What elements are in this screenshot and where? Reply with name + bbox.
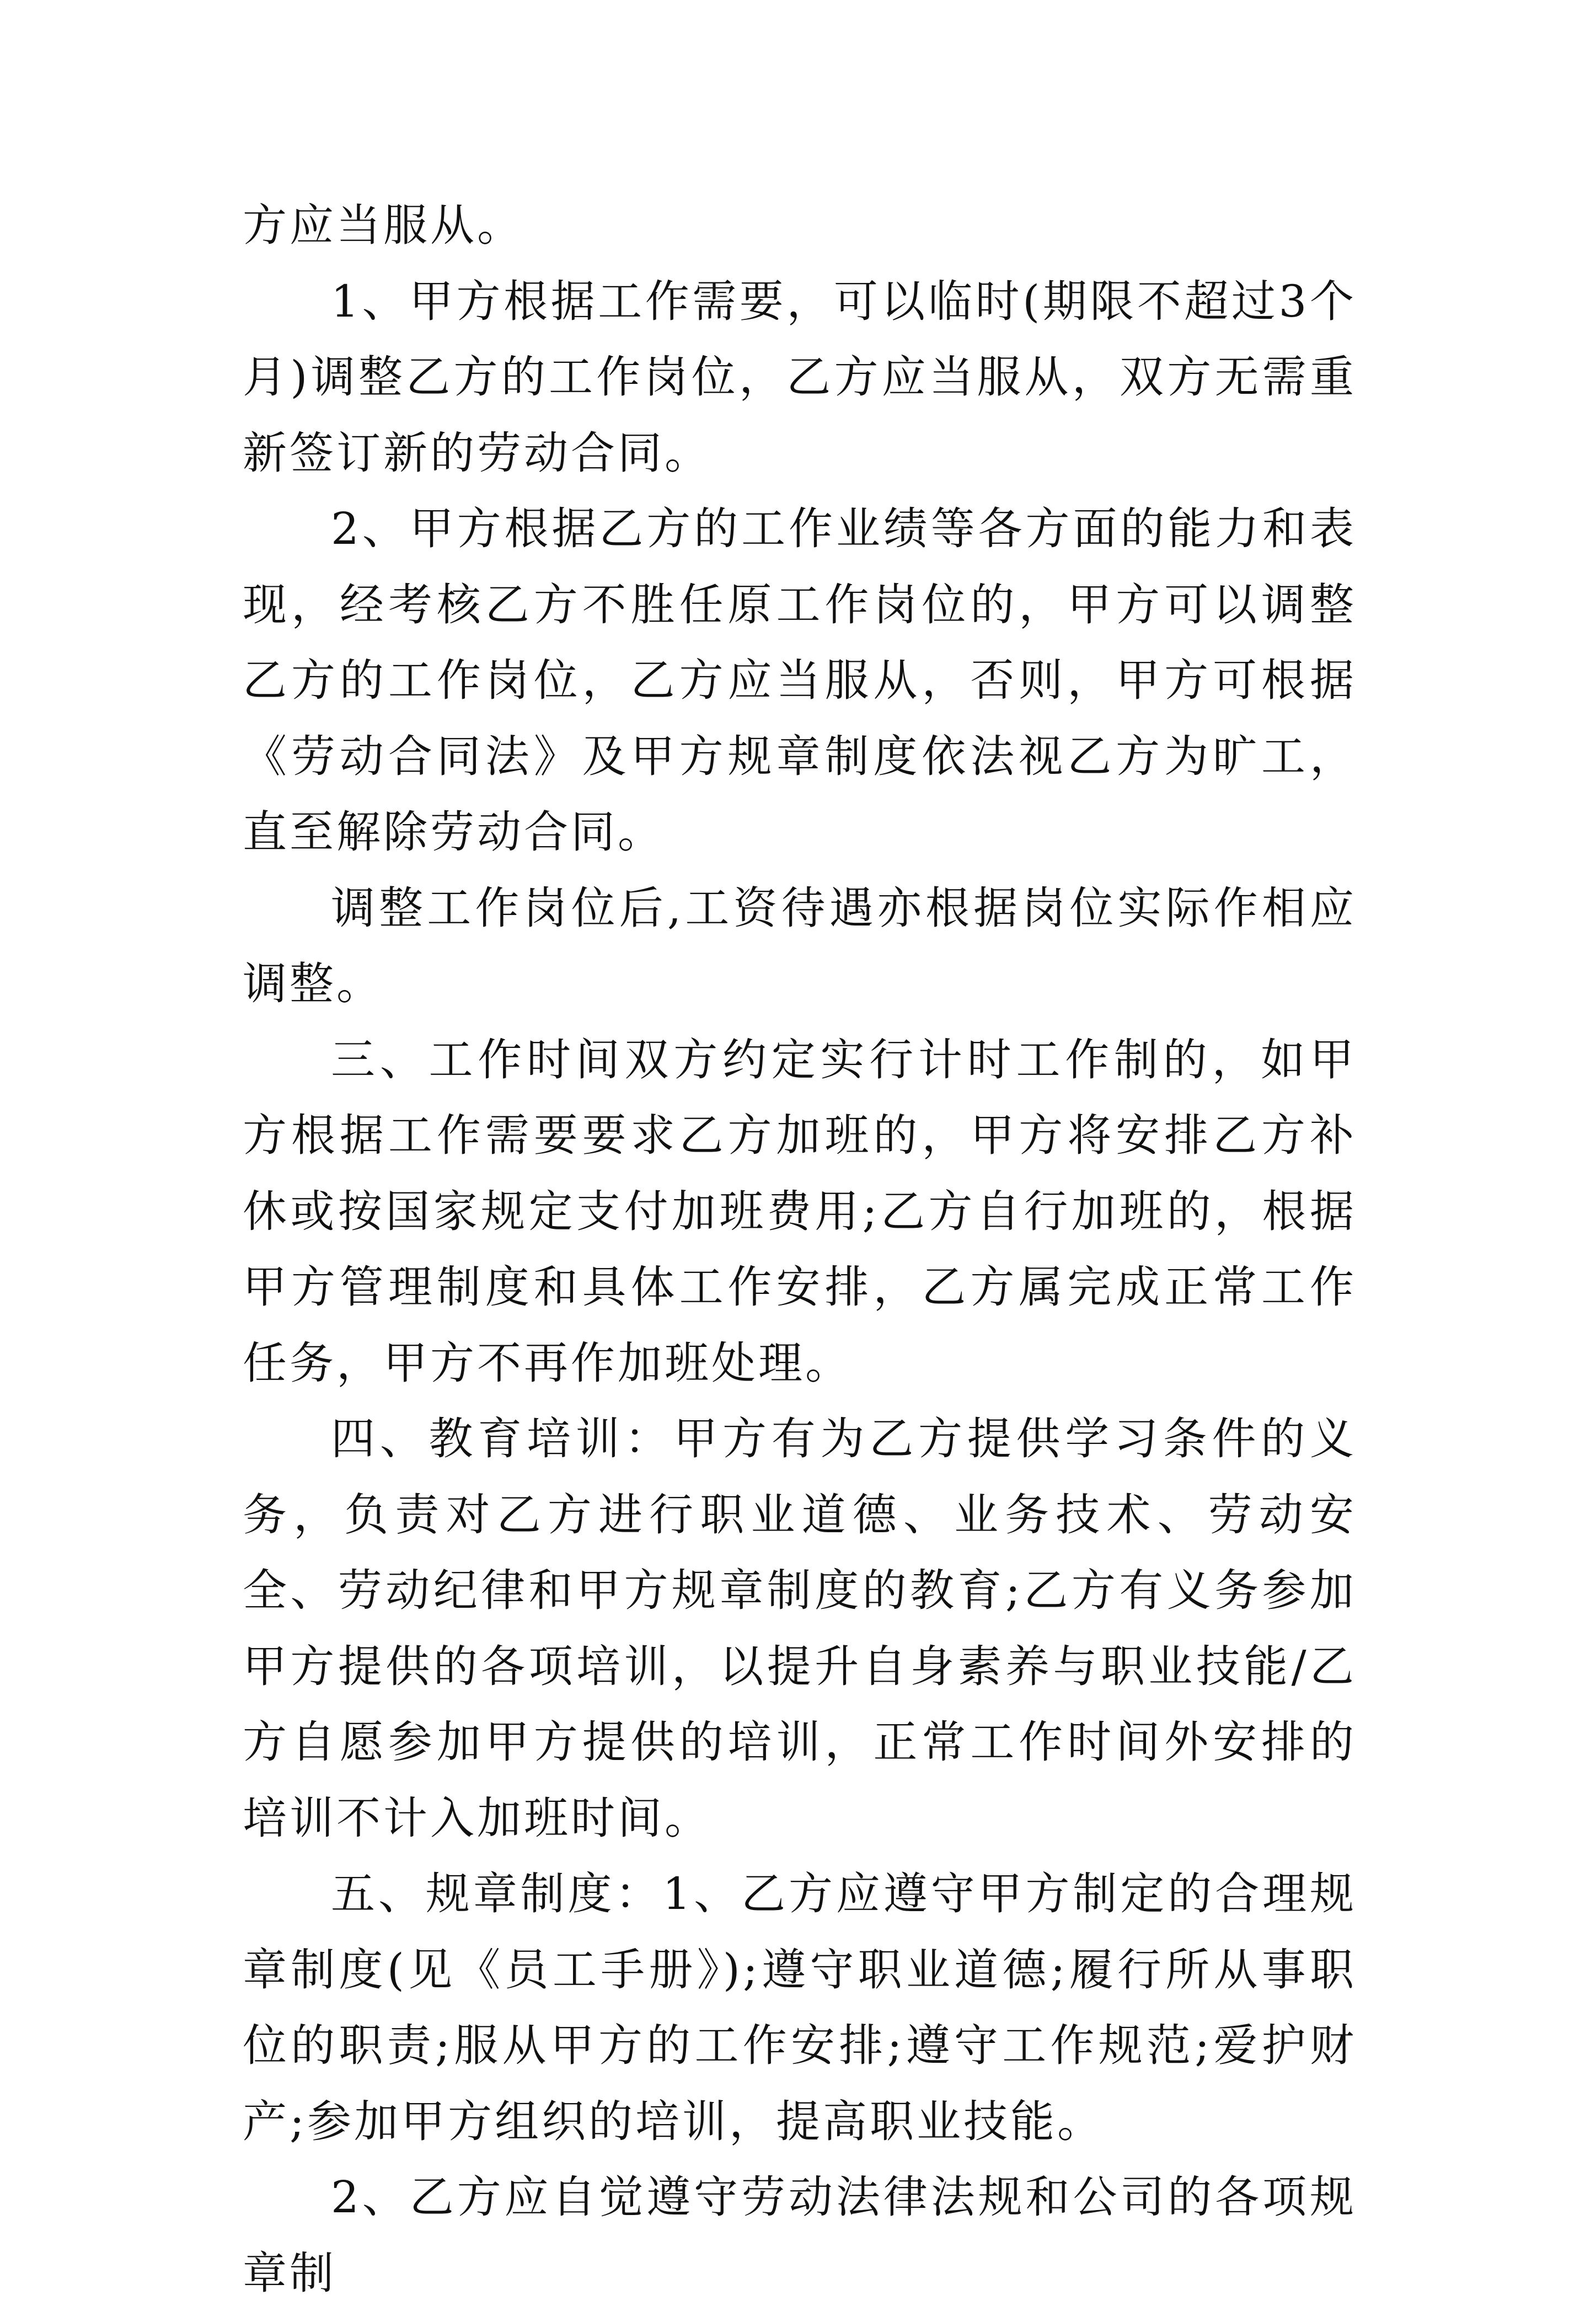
contract-text-body: [243, 188, 1357, 2311]
paragraph-rules-regulations: 五、规章制度：1、乙方应遵守甲方制定的合理规章制度(见《员工手册》);遵守职业道德;履行所从事职位的职责;服从甲方的工作安排;遵守工作规范;爱护财产;参加甲方组织的培训，提高职业技能。: [243, 1868, 1357, 2147]
paragraph-clause-2: 2、甲方根据乙方的工作业绩等各方面的能力和表现，经考核乙方不胜任原工作岗位的，甲方可以调整乙方的工作岗位，乙方应当服从，否则，甲方可根据《劳动合同法》及甲方规章制度依法视乙方为旷工，直至解除劳动合同。: [243, 503, 1357, 858]
paragraph-rules-clause-2: 2、乙方应自觉遵守劳动法律法规和公司的各项规章制: [243, 2171, 1357, 2299]
paragraph-continuation: 方应当服从。: [243, 200, 524, 251]
paragraph-education-training: 四、教育培训：甲方有为乙方提供学习条件的义务，负责对乙方进行职业道德、业务技术、劳动安全、劳动纪律和甲方规章制度的教育;乙方有义务参加甲方提供的各项培训，以提升自身素养与职业技能/乙方自愿参加甲方提供的培训，正常工作时间外安排的培训不计入加班时间。: [243, 1413, 1357, 1844]
paragraph-working-hours: 三、工作时间双方约定实行计时工作制的，如甲方根据工作需要要求乙方加班的，甲方将安排乙方补休或按国家规定支付加班费用;乙方自行加班的，根据甲方管理制度和具体工作安排，乙方属完成正常工作任务，甲方不再作加班处理。: [243, 1034, 1357, 1389]
paragraph-clause-1: 1、甲方根据工作需要，可以临时(期限不超过3个月)调整乙方的工作岗位，乙方应当服从，双方无需重新签订新的劳动合同。: [243, 275, 1357, 479]
paragraph-salary-adjustment: 调整工作岗位后,工资待遇亦根据岗位实际作相应调整。: [243, 882, 1357, 1009]
